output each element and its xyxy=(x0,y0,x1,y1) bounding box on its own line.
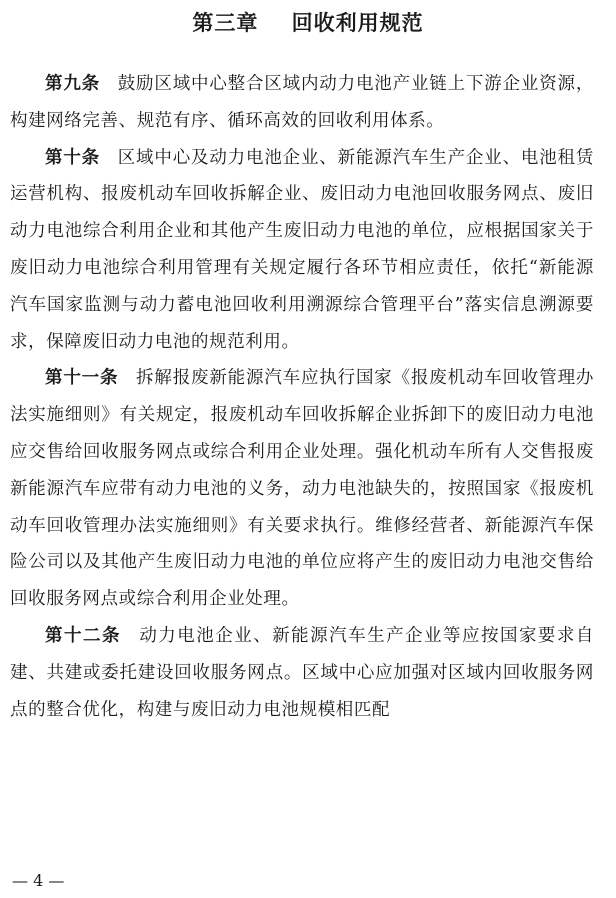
article-12 xyxy=(10,618,594,728)
article-label: 第十一条 xyxy=(45,368,119,389)
article-text: 鼓励区域中心整合区域内动力电池产业链上下游企业资源，构建网络完善、规范有序、循环高效的回收利用体系。 xyxy=(10,74,594,131)
article-text: 动力电池企业、新能源汽车生产企业等应按国家要求自建、共建或委托建设回收服务网点。区域中心应加强对区域内回收服务网点的整合优化，构建与废旧动力电池规模相匹配 xyxy=(10,625,594,720)
article-label: 第十二条 xyxy=(45,625,121,646)
article-body xyxy=(10,66,594,728)
page-number: — 4 — xyxy=(12,871,65,890)
article-label: 第十条 xyxy=(45,147,100,168)
article-text: 拆解报废新能源汽车应执行国家《报废机动车回收管理办法实施细则》有关规定，报废机动车回收拆解企业拆卸下的废旧动力电池应交售给回收服务网点或综合利用企业处理。强化机动车所有人交售报废新能源汽车应带有动力电池的义务，动力电池缺失的，按照国家《报废机动车回收管理办法实施细则》有关要求执行。维修经营者、新能源汽车保险公司以及其他产生废旧动力电池的单位应将产生的废旧动力电池交售给回收服务网点或综合利用企业处理。 xyxy=(10,368,594,610)
article-10 xyxy=(10,140,594,361)
article-text: 区域中心及动力电池企业、新能源汽车生产企业、电池租赁运营机构、报废机动车回收拆解企业、废旧动力电池回收服务网点、废旧动力电池综合利用企业和其他产生废旧动力电池的单位，应根据国家关于废旧动力电池综合利用管理有关规定履行各环节相应责任，依托“新能源汽车国家监测与动力蓄电池回收利用溯源综合管理平台”落实信息溯源要求，保障废旧动力电池的规范利用。 xyxy=(10,147,594,352)
article-label: 第九条 xyxy=(45,74,100,94)
article-11 xyxy=(10,360,594,618)
article-9 xyxy=(10,66,594,140)
chapter-title: 第三章 回收利用规范 xyxy=(192,11,424,35)
